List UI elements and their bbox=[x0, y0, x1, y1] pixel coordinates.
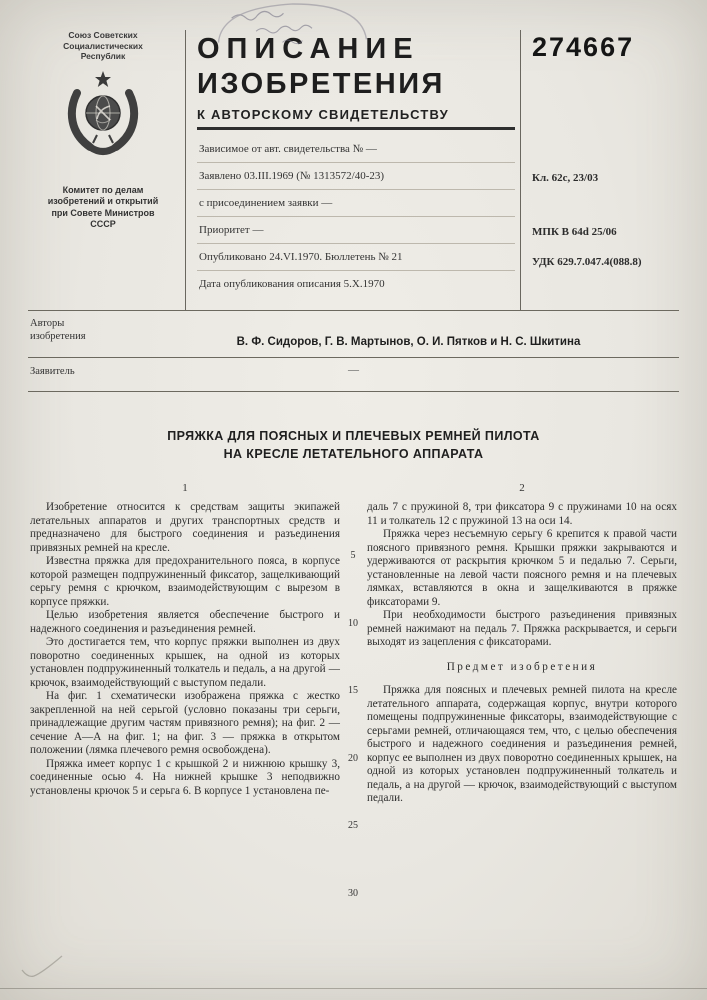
right-column bbox=[367, 501, 677, 806]
committee-line: изобретений и открытий bbox=[47, 196, 159, 206]
union-name-line: Союз Советских bbox=[68, 30, 138, 40]
line-number-15: 15 bbox=[348, 685, 358, 696]
bibliographic-table bbox=[197, 136, 515, 297]
claims-heading: Предмет изобретения bbox=[446, 660, 598, 673]
authors-names: В. Ф. Сидоров, Г. В. Мартынов, О. И. Пятков и Н. С. Шкитина bbox=[236, 336, 581, 348]
line-number-10: 10 bbox=[348, 618, 358, 629]
committee-line: Комитет по делам bbox=[62, 184, 144, 195]
union-name-line: Социалистических bbox=[63, 40, 143, 51]
authors-label bbox=[30, 317, 86, 343]
biblio-row-priority: Приоритет — bbox=[197, 217, 515, 244]
body-paragraph: даль 7 с пружиной 8, три фиксатора 9 с пружинами 10 на осях 11 и толкатель 12 с пружиной 13 на оси 14. bbox=[367, 501, 677, 527]
invention-title-line: НА КРЕСЛЕ ЛЕТАТЕЛЬНОГО АППАРАТА bbox=[223, 447, 484, 461]
union-name-line: Республик bbox=[80, 51, 126, 61]
column-number-1: 1 bbox=[182, 482, 188, 494]
biblio-row-declared: Заявлено 03.III.1969 (№ 1313572/40-23) bbox=[197, 163, 515, 190]
committee-line: при Совете Министров bbox=[51, 207, 155, 218]
body-paragraph: При необходимости быстрого разъединения привязных ремней нажимают на педаль 7. Пряжка раскрывается, и серьги выходят из зацепления с фиксаторами. bbox=[367, 609, 677, 648]
body-paragraph: Изобретение относится к средствам защиты экипажей летательных аппаратов и других транспортных средств и предназначено для быстрого соединения и разъединения привязных ремней на кресле. bbox=[30, 501, 340, 554]
line-number-25: 25 bbox=[348, 820, 358, 831]
classification-block bbox=[532, 32, 680, 268]
doc-type-word-opisanie: ОПИСАНИЕ bbox=[197, 33, 420, 65]
doc-subtitle: К АВТОРСКОМУ СВИДЕТЕЛЬСТВУ bbox=[197, 107, 449, 122]
column-number-2: 2 bbox=[519, 482, 525, 494]
body-paragraph: Это достигается тем, что корпус пряжки выполнен из двух поворотно соединенных крышек, на одной из которых установлен подпружиненный толкатель и педаль, а на другой — крючок, взаимодействующий с выступом педали. bbox=[30, 636, 340, 689]
body-paragraph: Известна пряжка для предохранительного пояса, в корпусе которой размещен подпружиненный фиксатор, защелкивающий серьгу ремня с крючком, взаимодействующим с вырезом в корпусе пряжки. bbox=[30, 555, 340, 608]
claim-paragraph: Пряжка для поясных и плечевых ремней пилота на кресле летательного аппарата, содержащая корпус, внутри которого помещены подпружиненные фиксаторы, взаимодействующие с серьгами ремней, отличающаяся тем, что, с целью обеспечения быстрого и надежного соединения и разъединения ремней, корпус ее выполнен из двух поворотно соединенных крышек, на одной из которых установлен подпружиненный толкатель и педаль, а на другой — крючок, взаимодействующий с выступом педали. bbox=[367, 684, 677, 804]
body-paragraph: Пряжка через несъемную серьгу 6 крепится к правой части поясного привязного ремня. Крышки пряжки закрываются и удерживаются от раскрытия крючком 5 и педалью 7. Серьги, установленные на левой части поясного ремня и на плечевых лямках, вставляются в окна и защелкиваются в пряжке фиксаторами 9. bbox=[367, 528, 677, 608]
line-number-5: 5 bbox=[350, 550, 356, 561]
body-paragraph: На фиг. 1 схематически изображена пряжка с жестко закрепленной на ней серьгой (условно показаны три серьги, принадлежащие другим частям привязного ремня); на фиг. 2 — сечение А—А на фиг. 1; на фиг. 3 — пряжка в открытом положении (лямка плечевого ремня освобождена). bbox=[30, 690, 340, 756]
scan-edge-line bbox=[0, 988, 707, 989]
committee-line: СССР bbox=[90, 219, 116, 229]
patent-number: 274667 bbox=[532, 32, 635, 62]
soviet-state-emblem-icon bbox=[63, 71, 143, 157]
header-divider-right bbox=[520, 30, 521, 310]
class-reference: Кл. 62с, 23/03 bbox=[532, 172, 599, 184]
header-divider-left bbox=[185, 30, 186, 310]
udk-reference: УДК 629.7.047.4(088.8) bbox=[532, 256, 642, 268]
authors-label-line: Авторы bbox=[30, 318, 65, 329]
section-rule bbox=[28, 310, 679, 311]
biblio-row-dependent: Зависимое от авт. свидетельства № — bbox=[197, 136, 515, 163]
biblio-row-publication-date: Дата опубликования описания 5.X.1970 bbox=[199, 278, 385, 290]
invention-title-line: ПРЯЖКА ДЛЯ ПОЯСНЫХ И ПЛЕЧЕВЫХ РЕМНЕЙ ПИЛОТА bbox=[167, 429, 540, 443]
pencil-check-scribble bbox=[20, 952, 66, 982]
doc-type-word-izobreteniya: ИЗОБРЕТЕНИЯ bbox=[197, 68, 445, 100]
biblio-row-published: Опубликовано 24.VI.1970. Бюллетень № 21 bbox=[197, 244, 515, 271]
left-column bbox=[30, 501, 340, 806]
section-rule bbox=[28, 357, 679, 358]
body-paragraph: Пряжка имеет корпус 1 с крышкой 2 и нижнюю крышку 3, соединенные осью 4. На нижней крышке 3 неподвижно установлены крючок 5 и серьга 6. В корпусе 1 установлена пе- bbox=[30, 757, 340, 797]
issuing-authority-block bbox=[26, 30, 180, 231]
section-rule bbox=[28, 391, 679, 392]
authors-label-line: изобретения bbox=[30, 331, 86, 342]
document-body bbox=[30, 482, 677, 899]
line-number-30: 30 bbox=[348, 888, 358, 899]
heading-rule bbox=[197, 127, 515, 130]
document-heading-block bbox=[197, 32, 515, 297]
invention-title bbox=[50, 427, 657, 463]
line-number-20: 20 bbox=[348, 753, 358, 764]
applicant-label: Заявитель bbox=[30, 366, 75, 377]
committee-block bbox=[26, 185, 180, 231]
biblio-row-joined-application: с присоединением заявки — bbox=[197, 190, 515, 217]
mpk-reference: МПК В 64d 25/06 bbox=[532, 226, 617, 238]
body-paragraph: Целью изобретения является обеспечение быстрого и надежного соединения и разъединения ремней. bbox=[30, 609, 340, 635]
applicant-value: — bbox=[348, 364, 359, 376]
